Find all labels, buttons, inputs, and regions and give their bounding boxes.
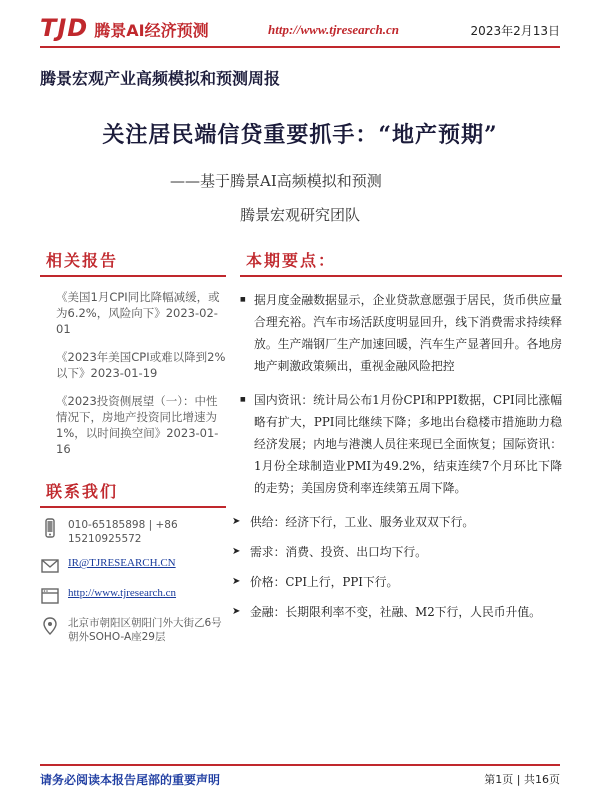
report-subtitle: ——基于腾景AI高频模拟和预测: [170, 172, 382, 190]
arrow-bullet-icon: ➤: [232, 606, 241, 617]
summary-label: 金融：: [250, 605, 286, 619]
arrow-bullet-icon: ➤: [232, 516, 241, 527]
arrow-bullet-icon: ➤: [232, 546, 241, 557]
contact-address: 北京市朝阳区朝阳门外大街乙6号朝外SOHO-A座29层: [68, 617, 222, 643]
summary-text: 长期限利率不变，社融、M2下行，人民币升值。: [285, 605, 541, 619]
footer-divider: [40, 764, 560, 766]
summary-label: 价格：: [250, 575, 286, 589]
summary-item: [228, 541, 562, 563]
summary-text: CPI上行，PPI下行。: [285, 575, 399, 589]
summary-item: [228, 571, 562, 593]
contact-email-row: [40, 556, 226, 576]
sidebar: [40, 248, 226, 644]
footer-disclaimer: 请务必阅读本报告尾部的重要声明: [40, 773, 221, 787]
series-title: 腾景宏观产业高频模拟和预测周报: [40, 69, 281, 88]
contact-website-row: [40, 586, 226, 606]
header-divider: [40, 46, 560, 48]
key-points-list: [240, 289, 562, 499]
contact-phone-row: [40, 518, 226, 546]
report-date: 2023年2月13日: [470, 24, 560, 38]
related-report-link[interactable]: 《2023投资侧展望（一）：中性情况下，房地产投资同比增速为1%，以时间换空间》2023-01-16: [56, 394, 219, 456]
related-reports-heading: 相关报告: [40, 248, 226, 277]
location-pin-icon: [40, 616, 60, 636]
contact-address-row: [40, 616, 226, 644]
related-report-link[interactable]: 《美国1月CPI同比降幅减缓，或为6.2%，风险向下》2023-02-01: [56, 290, 220, 336]
summary-label: 需求：: [250, 545, 286, 559]
key-points-heading: 本期要点：: [240, 248, 562, 277]
logo-text: 腾景AI经济预测: [94, 21, 209, 40]
research-team: 腾景宏观研究团队: [239, 206, 360, 224]
key-point: ■ 国内资讯：统计局公布1月份CPI和PPI数据，CPI同比涨幅略有扩大，PPI同比继续下降；多地出台稳楼市措施助力稳经济发展；内地与港澳人员往来现已全面恢复；国际资讯：1月份全球制造业PMI为49.2%，结束连续7个月环比下降的走势；美国房贷利率连续第五周下降。: [240, 389, 562, 499]
header-url-link[interactable]: http://www.tjresearch.cn: [268, 22, 399, 37]
page-number: 第1页 | 共16页: [484, 773, 560, 786]
summary-text: 经济下行，工业、服务业双双下行。: [285, 515, 475, 529]
browser-icon: [40, 586, 60, 606]
summary-item: [228, 601, 562, 623]
summary-item: [228, 511, 562, 533]
related-report-link[interactable]: 《2023年美国CPI或难以降到2%以下》2023-01-19: [56, 350, 226, 380]
key-point: ■ 据月度金融数据显示，企业贷款意愿强于居民，货币供应量合理充裕。汽车市场活跃度明显回升，线下消费需求持续释放。生产端钢厂生产加速回暖，汽车生产显著回升。各地房地产刺激政策频出，重视金融风险把控: [240, 289, 562, 377]
main-content: [232, 248, 562, 623]
summary-label: 供给：: [250, 515, 286, 529]
page-header: [0, 0, 600, 46]
arrow-bullet-icon: ➤: [232, 576, 241, 587]
summary-text: 消费、投资、出口均下行。: [285, 545, 427, 559]
contact-website-link[interactable]: http://www.tjresearch.cn: [68, 587, 177, 599]
mail-icon: [40, 556, 60, 576]
phone-icon: [40, 518, 60, 538]
contact-email-link[interactable]: IR@TJRESEARCH.CN: [68, 557, 176, 569]
report-title: 关注居民端信贷重要抓手：“地产预期”: [102, 122, 498, 148]
logo-mark: TJD: [40, 14, 89, 42]
contact-phone: 010-65185898 | +86 15210925572: [68, 519, 178, 545]
contact-heading: 联系我们: [40, 479, 226, 508]
brand-logo[interactable]: [40, 14, 209, 42]
